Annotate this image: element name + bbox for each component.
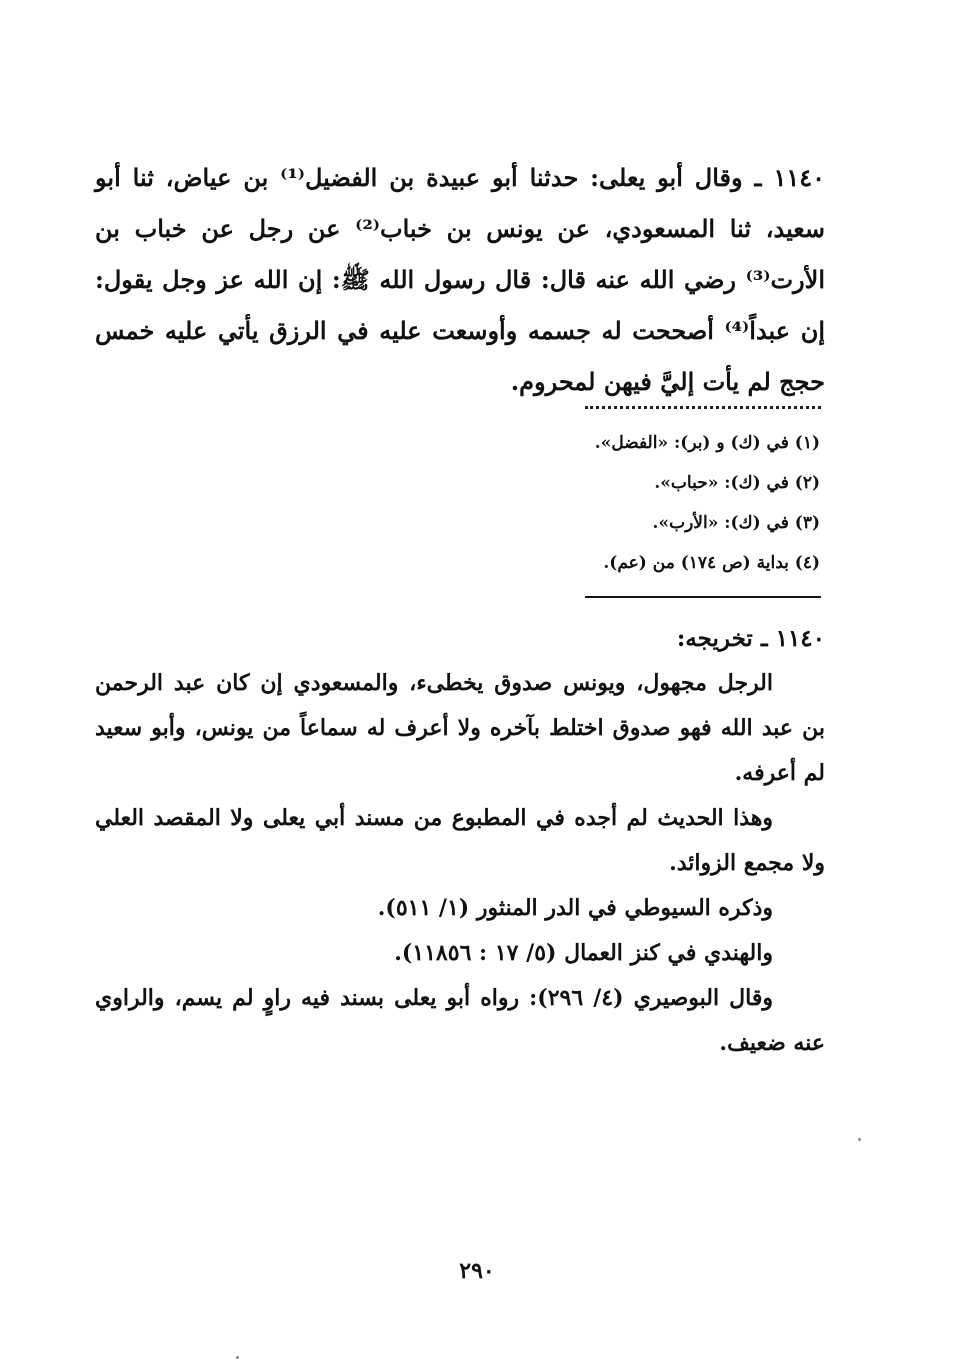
footnote-4: (٤) بداية (ص ١٧٤) من (عم). <box>603 553 820 573</box>
scan-speck <box>858 1138 861 1141</box>
footnotes <box>520 423 820 583</box>
scan-speck <box>236 1356 239 1359</box>
footnote-3: (٣) في (ك): «الأرب». <box>652 513 820 533</box>
section-divider <box>585 596 821 598</box>
hadith-text: ١١٤٠ ـ وقال أبو يعلى: حدثنا أبو عبيدة بن الفضيل⁽¹⁾ بن عياض، ثنا أبو سعيد، ثنا المسعودي، عن يونس بن خباب⁽²⁾ عن رجل عن خباب بن الأرت⁽³⁾ رضي الله عنه قال: قال رسول الله ﷺ: إن الله عز وجل يقول: إن عبداً⁽⁴⁾ أصححت له جسمه وأوسعت عليه في الرزق يأتي عليه خمس حجج لم يأت إليَّ فيهن لمحروم. <box>95 163 826 396</box>
footnote-1: (١) في (ك) و (بر): «الفضل». <box>594 433 820 453</box>
takhrij-paragraph-busiri: وقال البوصيري (٤/ ٢٩٦): رواه أبو يعلى بسند فيه راوٍ لم يسم، والراوي عنه ضعيف. <box>95 985 825 1056</box>
takhrij-line-suyuti: وذكره السيوطي في الدر المنثور (١/ ٥١١). <box>377 895 773 921</box>
footnote-separator-dots <box>585 396 821 409</box>
takhrij-section <box>95 616 825 1066</box>
takhrij-title: ١١٤٠ ـ تخريجه: <box>676 625 825 652</box>
takhrij-line-hindi: والهندي في كنز العمال (٥/ ١٧ : ١١٨٥٦). <box>394 940 773 966</box>
takhrij-paragraph-1: الرجل مجهول، ويونس صدوق يخطىء، والمسعودي إن كان عبد الرحمن بن عبد الله فهو صدوق اختلط بآخره ولا أعرف له سماعاً من يونس، وأبو سعيد لم أعرفه. <box>95 670 825 786</box>
page-number: ٢٩٠ <box>459 1258 495 1284</box>
takhrij-paragraph-2: وهذا الحديث لم أجده في المطبوع من مسند أبي يعلى ولا المقصد العلي ولا مجمع الزوائد. <box>95 805 825 876</box>
footnote-2: (٢) في (ك): «حباب». <box>654 473 820 493</box>
